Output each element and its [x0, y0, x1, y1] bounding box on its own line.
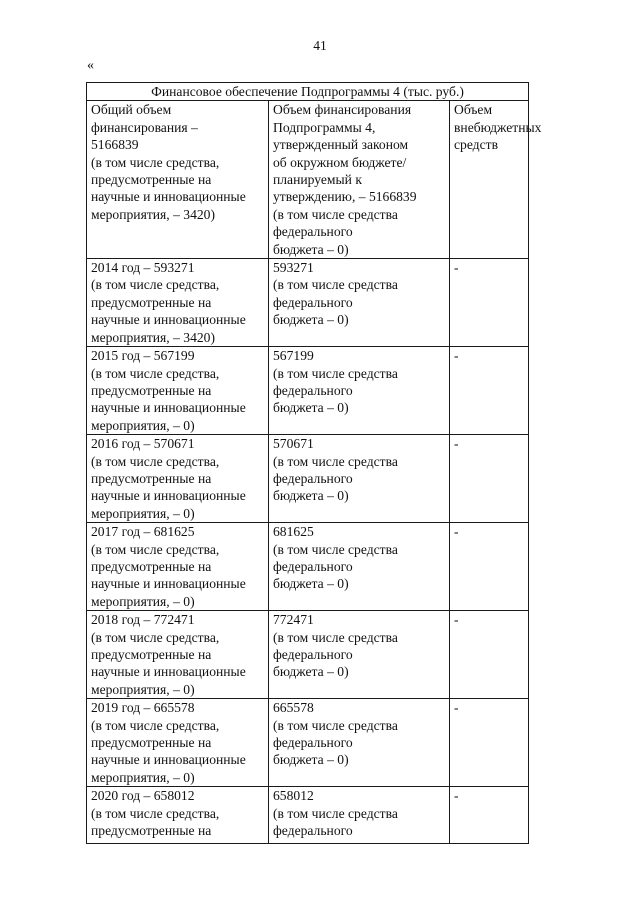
row-subprogram-cell: 658012 (в том числе средства федерального [269, 787, 450, 844]
row-extra-cell: - [450, 259, 529, 347]
header-extrabudgetary: Объем внебюджетных средств [450, 101, 529, 259]
row-extra-cell: - [450, 699, 529, 787]
table-row [87, 259, 529, 347]
table-title: Финансовое обеспечение Подпрограммы 4 (тыс. руб.) [87, 83, 529, 101]
page-number: 41 [313, 38, 327, 53]
row-subprogram-cell: 567199 (в том числе средства федерального бюджета – 0) [269, 347, 450, 435]
row-extra-cell: - [450, 435, 529, 523]
table-row [87, 347, 529, 435]
table-row [87, 435, 529, 523]
row-extra-cell: - [450, 347, 529, 435]
row-total-cell: 2016 год – 570671 (в том числе средства, предусмотренные на научные и инновационные мероприятия, – 0) [87, 435, 269, 523]
row-total-cell: 2015 год – 567199 (в том числе средства, предусмотренные на научные и инновационные мероприятия, – 0) [87, 347, 269, 435]
table-header-row [87, 101, 529, 259]
table-title-row [87, 83, 529, 101]
row-total-cell: 2020 год – 658012 (в том числе средства, предусмотренные на [87, 787, 269, 844]
row-subprogram-cell: 772471 (в том числе средства федерального бюджета – 0) [269, 611, 450, 699]
row-extra-cell: - [450, 787, 529, 844]
row-total-cell: 2018 год – 772471 (в том числе средства, предусмотренные на научные и инновационные мероприятия, – 0) [87, 611, 269, 699]
row-total-cell: 2014 год – 593271 (в том числе средства, предусмотренные на научные и инновационные мероприятия, – 3420) [87, 259, 269, 347]
table-row [87, 787, 529, 844]
opening-quote-mark: « [87, 58, 94, 73]
row-subprogram-cell: 681625 (в том числе средства федерального бюджета – 0) [269, 523, 450, 611]
header-total-financing: Общий объем финансирования – 5166839 (в том числе средства, предусмотренные на научные и инновационные мероприятия, – 3420) [87, 101, 269, 259]
row-subprogram-cell: 593271 (в том числе средства федерального бюджета – 0) [269, 259, 450, 347]
financing-table [86, 82, 542, 844]
row-subprogram-cell: 570671 (в том числе средства федерального бюджета – 0) [269, 435, 450, 523]
row-total-cell: 2017 год – 681625 (в том числе средства, предусмотренные на научные и инновационные мероприятия, – 0) [87, 523, 269, 611]
table-row [87, 523, 529, 611]
row-extra-cell: - [450, 611, 529, 699]
table-row [87, 611, 529, 699]
row-total-cell: 2019 год – 665578 (в том числе средства, предусмотренные на научные и инновационные мероприятия, – 0) [87, 699, 269, 787]
table-row [87, 699, 529, 787]
header-subprogram-financing: Объем финансирования Подпрограммы 4, утвержденный законом об окружном бюджете/ планируемый к утверждению, – 5166839 (в том числе средства федерального бюджета – 0) [269, 101, 450, 259]
row-subprogram-cell: 665578 (в том числе средства федерального бюджета – 0) [269, 699, 450, 787]
row-extra-cell: - [450, 523, 529, 611]
